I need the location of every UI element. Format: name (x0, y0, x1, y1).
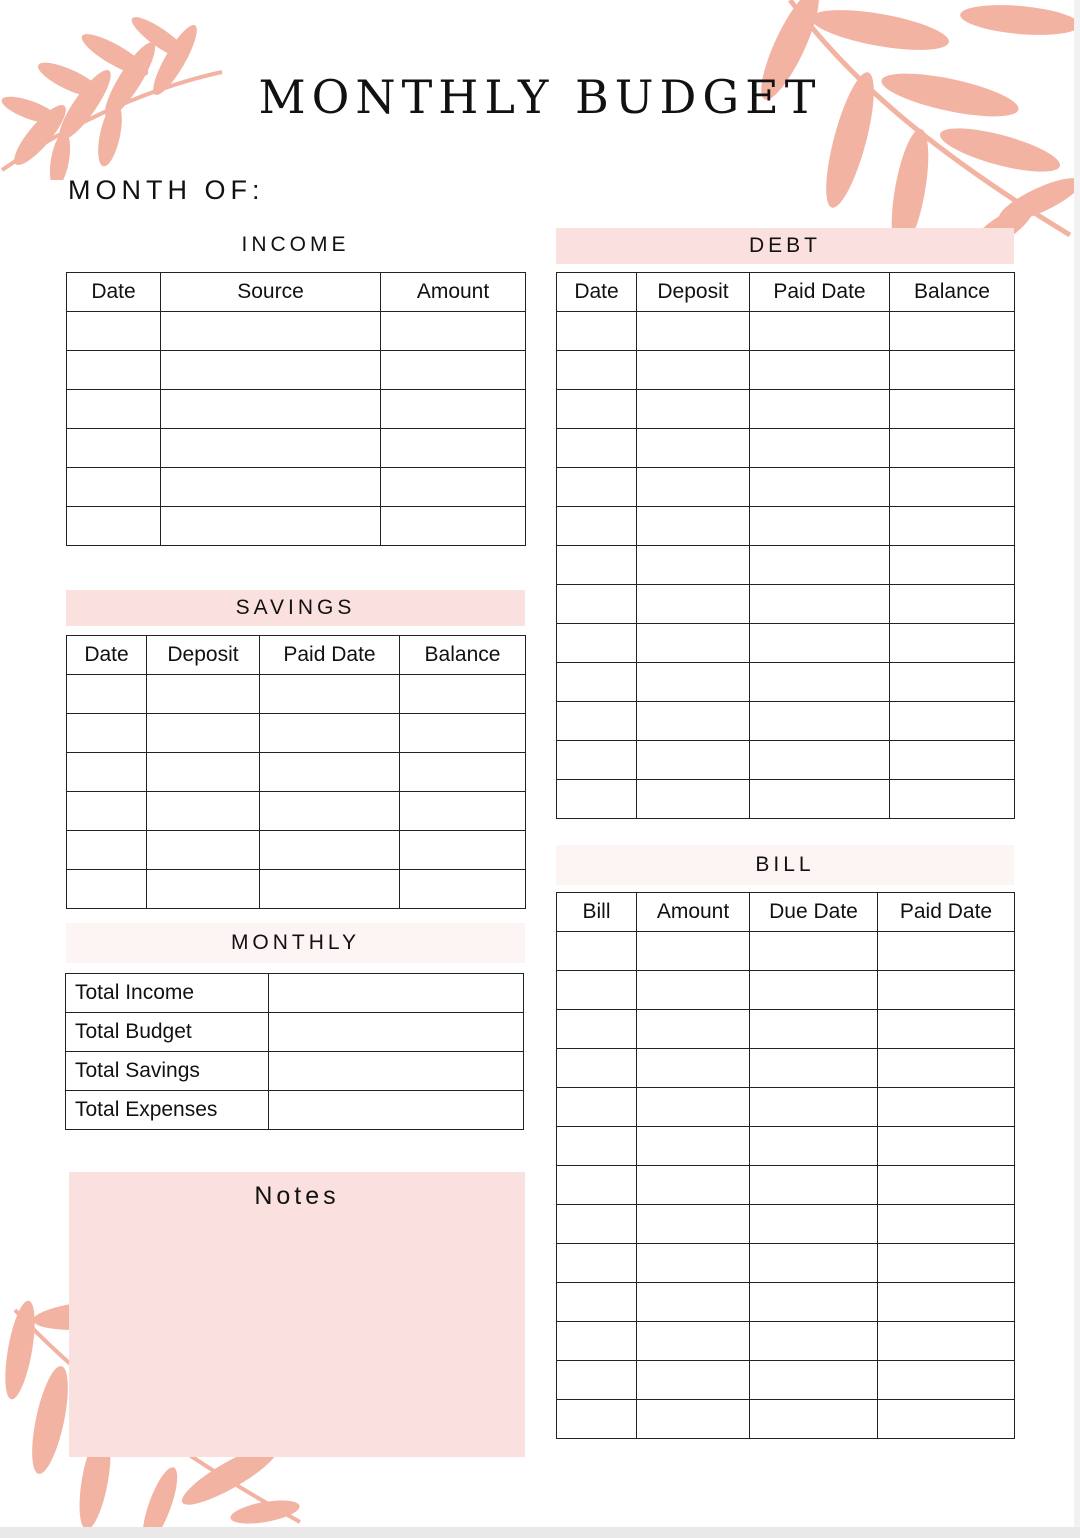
debt-row (557, 390, 1015, 429)
debt-cell[interactable] (890, 702, 1015, 741)
debt-cell[interactable] (557, 429, 637, 468)
debt-table (556, 272, 1015, 819)
debt-cell[interactable] (750, 546, 890, 585)
income-header-amount: Amount (381, 273, 526, 312)
bill-cell[interactable] (878, 1244, 1015, 1283)
bill-cell[interactable] (750, 1166, 878, 1205)
bill-cell[interactable] (878, 1049, 1015, 1088)
savings-row (67, 831, 526, 870)
bill-cell[interactable] (637, 1361, 750, 1400)
bill-cell[interactable] (637, 1244, 750, 1283)
bill-cell[interactable] (878, 1127, 1015, 1166)
income-cell[interactable] (161, 468, 381, 507)
bill-row (557, 1400, 1015, 1439)
savings-cell[interactable] (260, 675, 400, 714)
bill-header-row (557, 893, 1015, 932)
income-cell[interactable] (381, 429, 526, 468)
bill-cell[interactable] (557, 932, 637, 971)
income-cell[interactable] (161, 507, 381, 546)
debt-cell[interactable] (750, 702, 890, 741)
bill-cell[interactable] (878, 1010, 1015, 1049)
page-edge-right (1074, 0, 1080, 1538)
bill-header-paid-date: Paid Date (878, 893, 1015, 932)
debt-cell[interactable] (890, 663, 1015, 702)
total-budget-value[interactable] (269, 1013, 524, 1052)
debt-cell[interactable] (890, 390, 1015, 429)
income-row (67, 312, 526, 351)
debt-cell[interactable] (637, 429, 750, 468)
income-header-date: Date (67, 273, 161, 312)
income-cell[interactable] (381, 390, 526, 429)
total-savings-value[interactable] (269, 1052, 524, 1091)
debt-cell[interactable] (557, 351, 637, 390)
debt-row (557, 624, 1015, 663)
income-cell[interactable] (381, 507, 526, 546)
income-cell[interactable] (161, 390, 381, 429)
savings-cell[interactable] (400, 831, 526, 870)
debt-cell[interactable] (890, 780, 1015, 819)
debt-cell[interactable] (750, 780, 890, 819)
bill-cell[interactable] (750, 1127, 878, 1166)
income-cell[interactable] (67, 390, 161, 429)
debt-row (557, 702, 1015, 741)
summary-row-total-budget (66, 1013, 524, 1052)
savings-cell[interactable] (260, 831, 400, 870)
savings-cell[interactable] (260, 870, 400, 909)
debt-cell[interactable] (557, 780, 637, 819)
income-row (67, 468, 526, 507)
debt-row (557, 507, 1015, 546)
bill-row (557, 1127, 1015, 1166)
debt-cell[interactable] (890, 351, 1015, 390)
debt-cell[interactable] (637, 741, 750, 780)
savings-row (67, 675, 526, 714)
debt-row (557, 585, 1015, 624)
debt-cell[interactable] (890, 585, 1015, 624)
bill-cell[interactable] (878, 1205, 1015, 1244)
bill-cell[interactable] (557, 1010, 637, 1049)
bill-row (557, 1010, 1015, 1049)
debt-cell[interactable] (637, 390, 750, 429)
bill-cell[interactable] (878, 971, 1015, 1010)
savings-cell[interactable] (147, 792, 260, 831)
bill-cell[interactable] (750, 1244, 878, 1283)
debt-header-row (557, 273, 1015, 312)
bill-cell[interactable] (637, 932, 750, 971)
monthly-title: MONTHLY (66, 923, 525, 963)
debt-cell[interactable] (750, 741, 890, 780)
savings-cell[interactable] (67, 831, 147, 870)
bill-cell[interactable] (557, 1400, 637, 1439)
income-header-row (67, 273, 526, 312)
debt-cell[interactable] (637, 468, 750, 507)
debt-cell[interactable] (557, 741, 637, 780)
savings-title: SAVINGS (66, 590, 525, 626)
savings-cell[interactable] (400, 753, 526, 792)
income-cell[interactable] (161, 351, 381, 390)
debt-cell[interactable] (637, 351, 750, 390)
bill-cell[interactable] (750, 1283, 878, 1322)
total-expenses-value[interactable] (269, 1091, 524, 1130)
total-budget-label: Total Budget (66, 1013, 269, 1052)
debt-cell[interactable] (557, 390, 637, 429)
bill-cell[interactable] (750, 1205, 878, 1244)
debt-cell[interactable] (557, 663, 637, 702)
income-cell[interactable] (161, 429, 381, 468)
bill-cell[interactable] (637, 1322, 750, 1361)
savings-cell[interactable] (260, 714, 400, 753)
bill-row (557, 1205, 1015, 1244)
savings-cell[interactable] (400, 792, 526, 831)
income-header-source: Source (161, 273, 381, 312)
debt-cell[interactable] (557, 507, 637, 546)
bill-cell[interactable] (750, 1010, 878, 1049)
bill-row (557, 1244, 1015, 1283)
page-edge-bottom (0, 1527, 1080, 1538)
bill-row (557, 1322, 1015, 1361)
bill-cell[interactable] (557, 971, 637, 1010)
month-of-label: MONTH OF: (68, 175, 265, 205)
savings-row (67, 714, 526, 753)
savings-cell[interactable] (147, 831, 260, 870)
savings-cell[interactable] (147, 870, 260, 909)
bill-cell[interactable] (637, 1166, 750, 1205)
debt-cell[interactable] (637, 780, 750, 819)
debt-row (557, 741, 1015, 780)
savings-cell[interactable] (400, 870, 526, 909)
income-cell[interactable] (381, 312, 526, 351)
summary-row-total-income (66, 974, 524, 1013)
debt-header-date: Date (557, 273, 637, 312)
income-row (67, 351, 526, 390)
bill-cell[interactable] (557, 1322, 637, 1361)
debt-row (557, 312, 1015, 351)
savings-cell[interactable] (260, 753, 400, 792)
debt-cell[interactable] (750, 663, 890, 702)
debt-cell[interactable] (557, 585, 637, 624)
debt-header-balance: Balance (890, 273, 1015, 312)
bill-cell[interactable] (878, 1322, 1015, 1361)
debt-header-deposit: Deposit (637, 273, 750, 312)
bill-title: BILL (556, 845, 1014, 885)
bill-cell[interactable] (750, 971, 878, 1010)
debt-cell[interactable] (750, 507, 890, 546)
savings-cell[interactable] (67, 714, 147, 753)
debt-cell[interactable] (750, 351, 890, 390)
debt-cell[interactable] (637, 624, 750, 663)
debt-cell[interactable] (557, 702, 637, 741)
monthly-summary-table (65, 973, 524, 1130)
income-title: INCOME (241, 233, 350, 256)
debt-row (557, 351, 1015, 390)
debt-cell[interactable] (750, 585, 890, 624)
bill-row (557, 1049, 1015, 1088)
bill-cell[interactable] (557, 1244, 637, 1283)
bill-row (557, 971, 1015, 1010)
debt-title: DEBT (556, 228, 1014, 264)
bill-row (557, 932, 1015, 971)
savings-cell[interactable] (67, 870, 147, 909)
bill-cell[interactable] (750, 1361, 878, 1400)
total-expenses-label: Total Expenses (66, 1091, 269, 1130)
bill-cell[interactable] (750, 932, 878, 971)
debt-cell[interactable] (637, 585, 750, 624)
bill-cell[interactable] (637, 1010, 750, 1049)
total-income-label: Total Income (66, 974, 269, 1013)
debt-row (557, 468, 1015, 507)
bill-row (557, 1166, 1015, 1205)
savings-row (67, 792, 526, 831)
savings-cell[interactable] (147, 753, 260, 792)
total-savings-label: Total Savings (66, 1052, 269, 1091)
bill-cell[interactable] (878, 932, 1015, 971)
income-cell[interactable] (67, 507, 161, 546)
debt-cell[interactable] (557, 468, 637, 507)
savings-header-deposit: Deposit (147, 636, 260, 675)
bill-cell[interactable] (557, 1088, 637, 1127)
bill-cell[interactable] (557, 1127, 637, 1166)
savings-cell[interactable] (400, 675, 526, 714)
bill-cell[interactable] (637, 1127, 750, 1166)
income-cell[interactable] (67, 468, 161, 507)
notes-title: Notes (254, 1182, 340, 1210)
debt-cell[interactable] (557, 546, 637, 585)
bill-cell[interactable] (637, 1400, 750, 1439)
summary-row-total-expenses (66, 1091, 524, 1130)
income-cell[interactable] (381, 468, 526, 507)
bill-cell[interactable] (557, 1205, 637, 1244)
bill-cell[interactable] (878, 1283, 1015, 1322)
bill-cell[interactable] (750, 1088, 878, 1127)
summary-row-total-savings (66, 1052, 524, 1091)
bill-cell[interactable] (557, 1049, 637, 1088)
savings-header-balance: Balance (400, 636, 526, 675)
savings-row (67, 870, 526, 909)
savings-table (66, 635, 526, 909)
income-cell[interactable] (67, 312, 161, 351)
bill-header-bill: Bill (557, 893, 637, 932)
debt-cell[interactable] (750, 468, 890, 507)
savings-header-date: Date (67, 636, 147, 675)
bill-cell[interactable] (637, 971, 750, 1010)
debt-cell[interactable] (890, 624, 1015, 663)
savings-cell[interactable] (67, 675, 147, 714)
bill-cell[interactable] (878, 1400, 1015, 1439)
bill-cell[interactable] (637, 1205, 750, 1244)
debt-cell[interactable] (890, 468, 1015, 507)
savings-cell[interactable] (260, 792, 400, 831)
debt-cell[interactable] (637, 702, 750, 741)
income-row (67, 507, 526, 546)
debt-cell[interactable] (750, 429, 890, 468)
bill-cell[interactable] (637, 1049, 750, 1088)
debt-row (557, 429, 1015, 468)
debt-cell[interactable] (750, 312, 890, 351)
debt-cell[interactable] (557, 624, 637, 663)
bill-cell[interactable] (878, 1088, 1015, 1127)
bill-cell[interactable] (557, 1361, 637, 1400)
debt-cell[interactable] (750, 624, 890, 663)
debt-cell[interactable] (637, 312, 750, 351)
bill-cell[interactable] (637, 1088, 750, 1127)
bill-table (556, 892, 1015, 1439)
income-cell[interactable] (67, 351, 161, 390)
savings-header-paid-date: Paid Date (260, 636, 400, 675)
savings-cell[interactable] (147, 714, 260, 753)
debt-row (557, 663, 1015, 702)
debt-cell[interactable] (890, 546, 1015, 585)
total-income-value[interactable] (269, 974, 524, 1013)
debt-header-paid-date: Paid Date (750, 273, 890, 312)
bill-cell[interactable] (878, 1361, 1015, 1400)
bill-header-amount: Amount (637, 893, 750, 932)
savings-cell[interactable] (400, 714, 526, 753)
bill-cell[interactable] (750, 1322, 878, 1361)
bill-cell[interactable] (750, 1049, 878, 1088)
bill-cell[interactable] (878, 1166, 1015, 1205)
income-cell[interactable] (381, 351, 526, 390)
bill-cell[interactable] (750, 1400, 878, 1439)
savings-cell[interactable] (147, 675, 260, 714)
bill-row (557, 1283, 1015, 1322)
income-row (67, 429, 526, 468)
debt-cell[interactable] (637, 546, 750, 585)
savings-cell[interactable] (67, 753, 147, 792)
savings-header-row (67, 636, 526, 675)
savings-row (67, 753, 526, 792)
savings-cell[interactable] (67, 792, 147, 831)
debt-cell[interactable] (890, 741, 1015, 780)
income-row (67, 390, 526, 429)
page-title: MONTHLY BUDGET (258, 70, 822, 124)
bill-cell[interactable] (637, 1283, 750, 1322)
notes-area[interactable] (69, 1172, 525, 1457)
debt-row (557, 780, 1015, 819)
income-cell[interactable] (161, 312, 381, 351)
bill-header-due-date: Due Date (750, 893, 878, 932)
debt-cell[interactable] (890, 429, 1015, 468)
debt-cell[interactable] (890, 507, 1015, 546)
bill-row (557, 1088, 1015, 1127)
income-cell[interactable] (67, 429, 161, 468)
income-table (66, 272, 526, 546)
bill-row (557, 1361, 1015, 1400)
debt-row (557, 546, 1015, 585)
debt-cell[interactable] (637, 663, 750, 702)
bill-cell[interactable] (557, 1283, 637, 1322)
debt-cell[interactable] (890, 312, 1015, 351)
bill-cell[interactable] (557, 1166, 637, 1205)
debt-cell[interactable] (557, 312, 637, 351)
debt-cell[interactable] (750, 390, 890, 429)
debt-cell[interactable] (637, 507, 750, 546)
